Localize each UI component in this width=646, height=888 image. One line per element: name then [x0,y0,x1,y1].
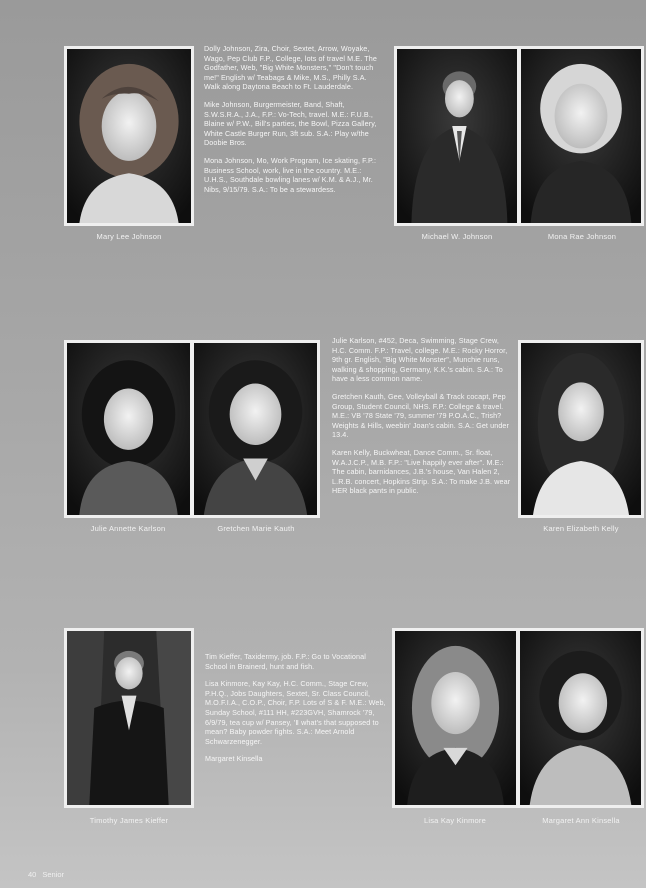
bio-michael-johnson: Mike Johnson, Burgermeister, Band, Shaft, S.W.S.R.A., J.A., F.P.: Vo-Tech, travel. M.E.: F.U.B., Blaine w/ P.W., Bill's parties, the Bowl, Pizza Gallery, White Castle Burger Run, 3ft sub. S.A.: Play w/the Doobie Bros. [204,99,377,148]
bio-block-2 [332,336,512,504]
portrait-mona-rae-johnson [521,49,641,223]
portrait-frame-timothy-james-kieffer [64,628,194,808]
bio-margaret-kinsella: Margaret Kinsella [205,754,263,764]
caption-julie-annette-karlson: Julie Annette Karlson [90,524,166,533]
bio-julie-karlson: Julie Karlson, #452, Deca, Swimming, Stage Crew, H.C. Comm. F.P.: Travel, college. M.E.: Rocky Horror, 9th gr. English, "Big White Monster", Munchie runs, walking & shopping, Germany, K.K.'s cabin. S.A.: To have a less common name. [332,336,508,384]
portrait-frame-kinmore-kinsella [392,628,644,808]
portrait-mary-lee-johnson [67,49,191,223]
portrait-frame-johnson-pair [394,46,644,226]
caption-mary-lee-johnson: Mary Lee Johnson [96,232,162,241]
portrait-margaret-ann-kinsella [520,631,641,805]
caption-mona-rae-johnson: Mona Rae Johnson [547,232,617,241]
bio-tim-kieffer: Tim Kieffer, Taxidermy, job. F.P.: Go to Vocational School in Brainerd, hunt and fish. [205,652,366,671]
bio-block-3 [205,652,387,772]
section-name: Senior [42,870,65,879]
caption-gretchen-marie-kauth: Gretchen Marie Kauth [217,524,295,533]
bio-mary-lee-johnson: Dolly Johnson, Zira, Choir, Sextet, Arrow, Woyake, Wago, Pep Club F.P., College, lots of travel M.E. The Godfather, Web, "Big White Monsters," "Don't touch me!" English w/ Teabags & Mike, M.S., Philly S.A. Walk along Daytona Beach to Ft. Lauderdale. [204,44,377,92]
caption-karen-elizabeth-kelly: Karen Elizabeth Kelly [543,524,619,533]
portrait-timothy-james-kieffer [67,631,191,805]
caption-michael-w-johnson: Michael W. Johnson [421,232,493,241]
caption-lisa-kay-kinmore: Lisa Kay Kinmore [424,816,486,825]
bio-gretchen-kauth: Gretchen Kauth, Gee, Volleyball & Track cocapt, Pep Group, Student Council, NHS. F.P.: College & travel. M.E.: VB '78 State '79, summer '79 P.O.A.C., Trish? Weights & Hills, weebin' Joan's cabin. S.A.: Get under 13.4. [332,391,510,440]
bio-mona-johnson: Mona Johnson, Mo, Work Program, Ice skating, F.P.: Business School, work, live in the country. M.E.: U.H.S., Southdale bowling lanes w/ K.M. & A.J., Mr. Nibs, 9/15/79. S.A.: To be a stewardess. [204,155,377,194]
portrait-gretchen-marie-kauth [194,343,317,515]
portrait-frame-karlson-kauth [64,340,320,518]
portrait-karen-elizabeth-kelly [521,343,641,515]
portrait-michael-w-johnson [397,49,517,223]
portrait-frame-karen-elizabeth-kelly [518,340,644,518]
bio-karen-kelly: Karen Kelly, Buckwheat, Dance Comm., Sr. float, W.A.J.C.P., M.B. F.P.: "Live happily ever after". M.E.: The cabin, barnidances, J.B.'s house, Van Halen 2, L.R.B. concert, Hopkins Strip. S.A.: To make J.B. wear HER black pants in public. [332,447,511,496]
portrait-frame-mary-lee-johnson [64,46,194,226]
bio-lisa-kinmore: Lisa Kinmore, Kay Kay, H.C. Comm., Stage Crew, P.H.Q., Jobs Daughters, Sextet, Sr. Class Council, M.O.F.I.A., C.O.P., Choir, F.P. Lots of S & F. M.E.: Web, Sunday School, #111 HH, #223GVH, Shamrock '79, 6/9/79, tea cup w/ Pansey, 'Ⅱ what's that supposed to mean? Baby powder fights. S.A.: Meet Arnold Schwarzenegger. [205,679,386,746]
page-folio [28,870,70,879]
caption-timothy-james-kieffer: Timothy James Kieffer [89,816,169,825]
caption-margaret-ann-kinsella: Margaret Ann Kinsella [542,816,620,825]
page-number: 40 [28,870,37,879]
bio-block-1 [204,44,384,202]
portrait-julie-annette-karlson [67,343,190,515]
portrait-lisa-kay-kinmore [395,631,516,805]
